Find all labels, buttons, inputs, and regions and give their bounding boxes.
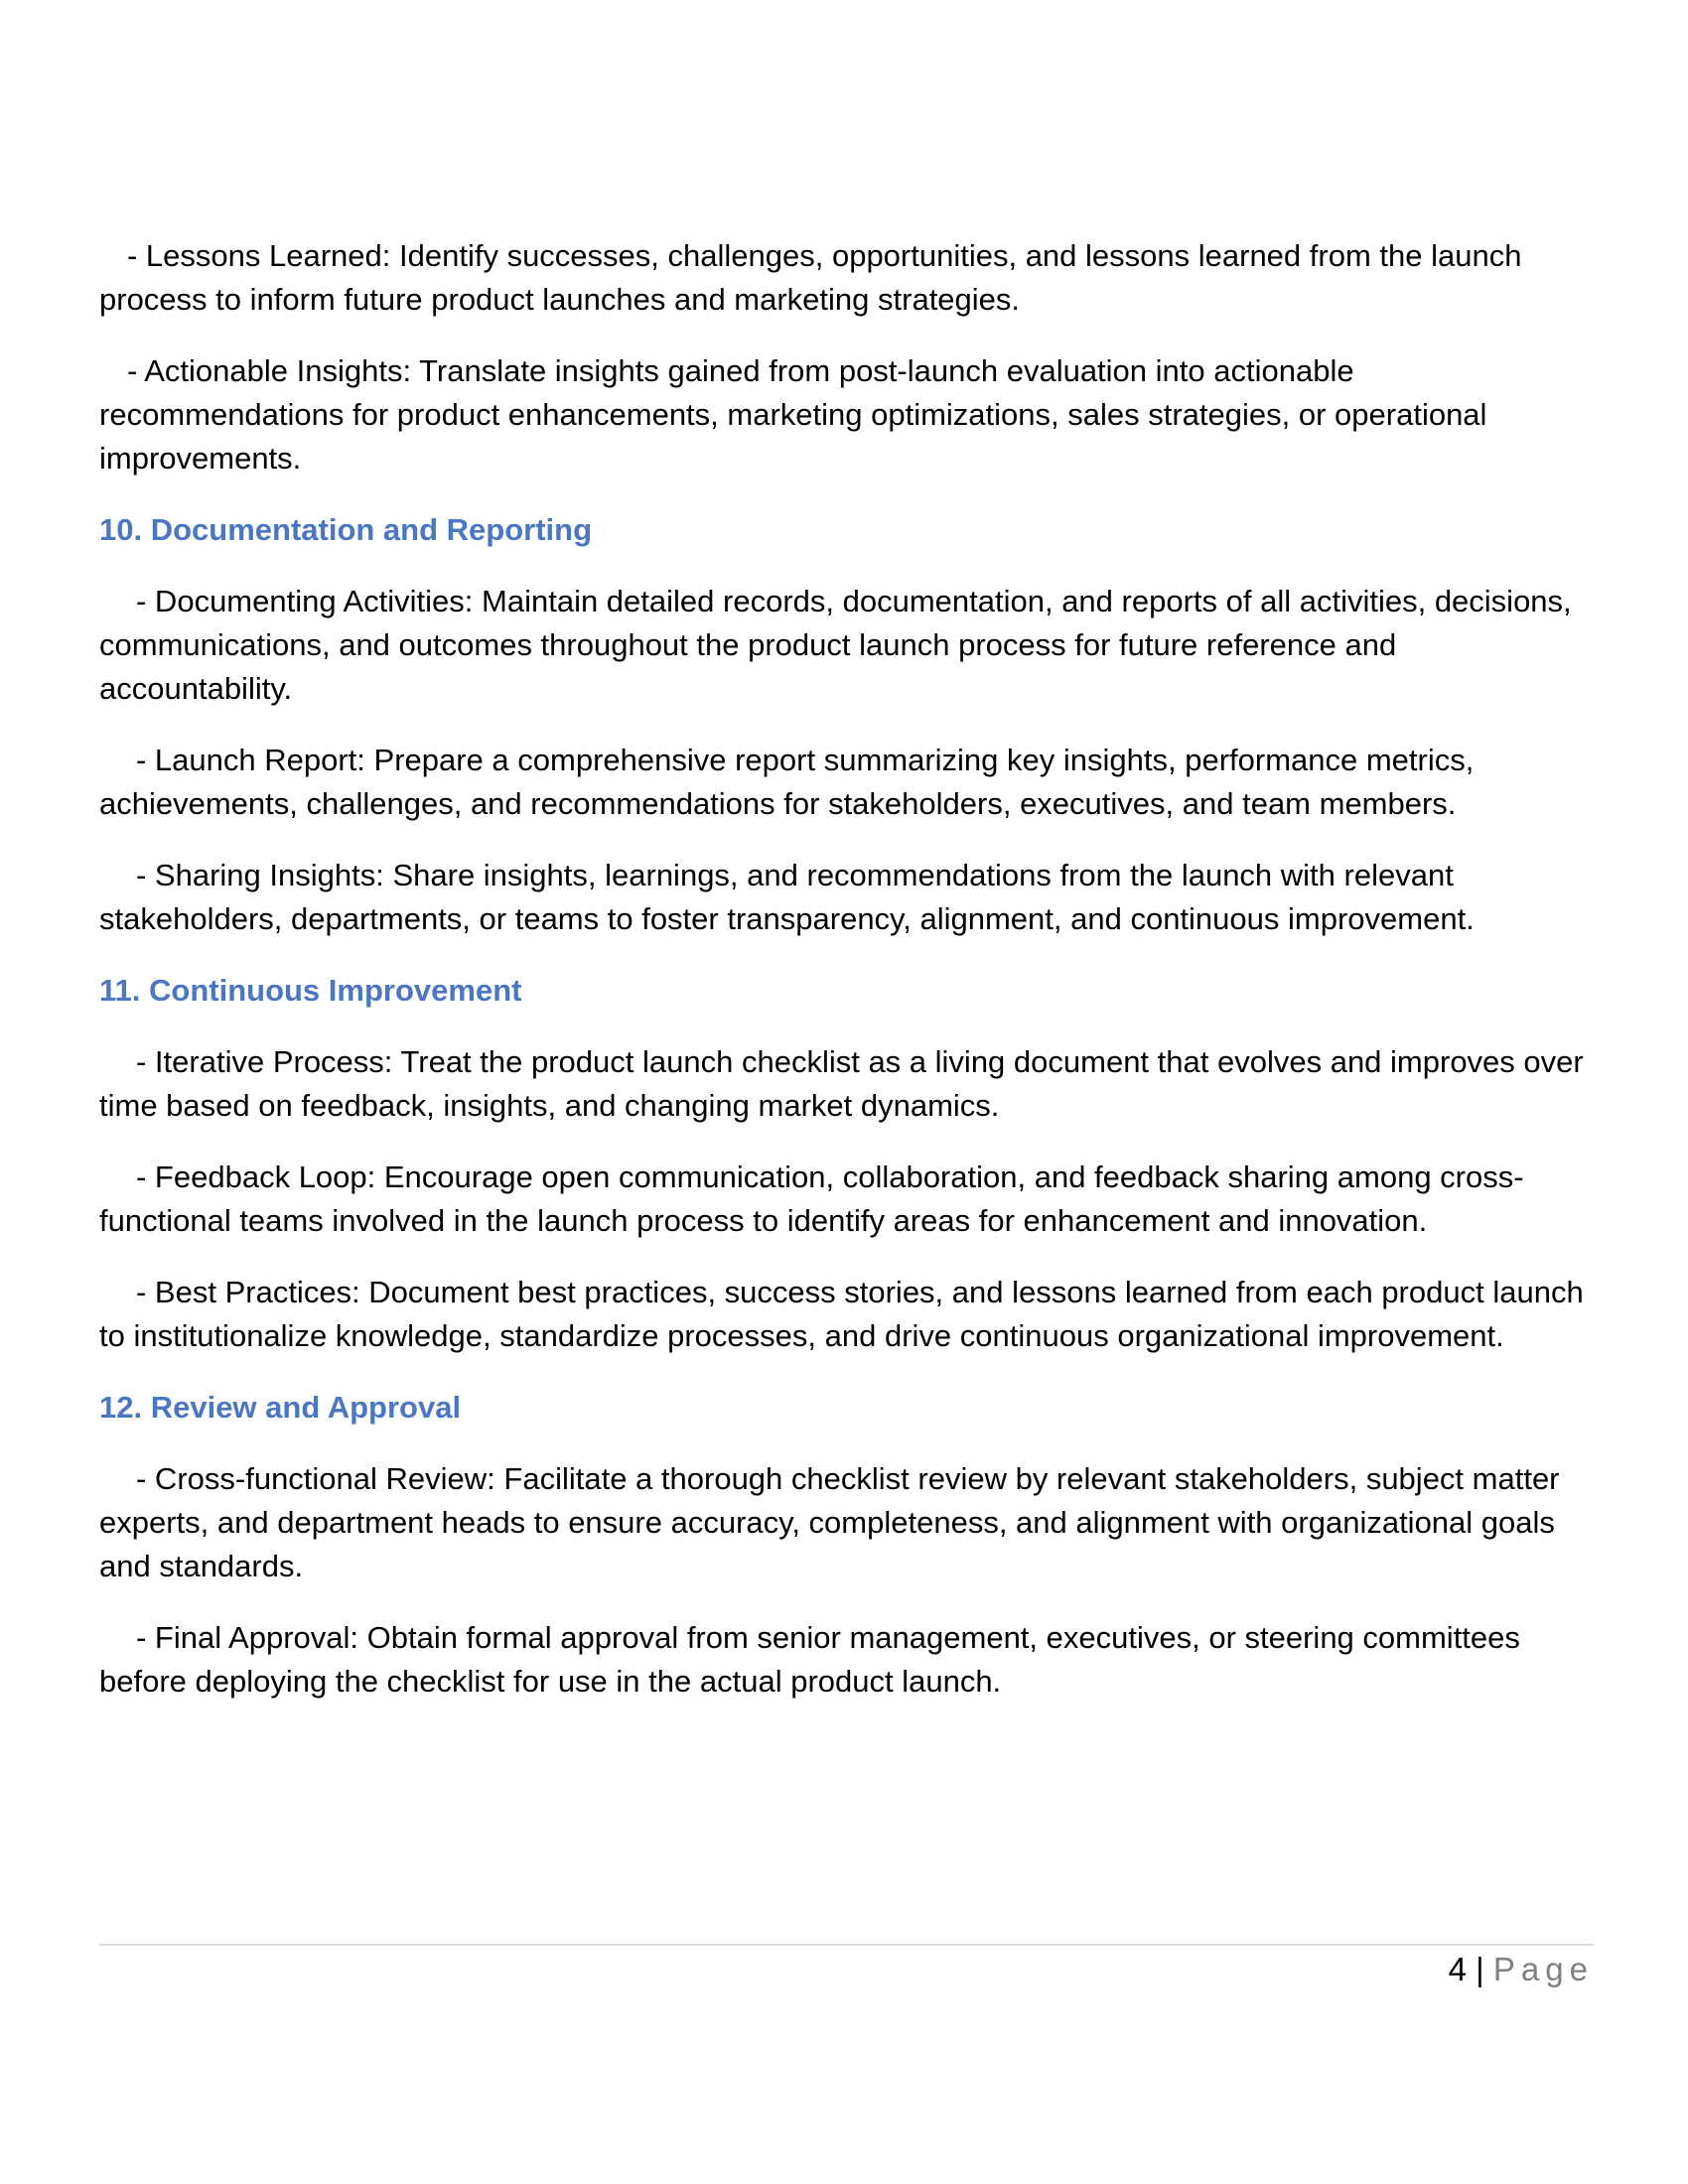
page-label: Page [1492, 1951, 1594, 1987]
paragraph-best-practices: - Best Practices: Document best practices, success stories, and lessons learned from each product launch to institutionalize knowledge, standardize processes, and drive continuous organizational improvement. [99, 1275, 1584, 1353]
page-number-footer [1449, 1948, 1594, 1991]
section-heading-continuous-improvement: 11. Continuous Improvement [99, 973, 522, 1008]
paragraph-feedback-loop: - Feedback Loop: Encourage open communication, collaboration, and feedback sharing among cross-functional teams involved in the launch process to identify areas for enhancement and innovation. [99, 1160, 1524, 1238]
paragraph-launch-report: - Launch Report: Prepare a comprehensive report summarizing key insights, performance metrics, achievements, challenges, and recommendations for stakeholders, executives, and team members. [99, 743, 1475, 821]
paragraph-actionable-insights: - Actionable Insights: Translate insights gained from post-launch evaluation into actionable recommendations for product enhancements, marketing optimizations, sales strategies, or operational improvements. [99, 353, 1487, 476]
section-heading-review-approval: 12. Review and Approval [99, 1390, 462, 1425]
paragraph-final-approval: - Final Approval: Obtain formal approval from senior management, executives, or steering committees before deploying the checklist for use in the actual product launch. [99, 1620, 1520, 1699]
page-number: 4 [1448, 1951, 1467, 1987]
paragraph-lessons-learned: - Lessons Learned: Identify successes, challenges, opportunities, and lessons learned from the launch process to inform future product launches and marketing strategies. [99, 238, 1522, 317]
page-content [99, 234, 1594, 1731]
paragraph-cross-functional-review: - Cross-functional Review: Facilitate a thorough checklist review by relevant stakeholders, subject matter experts, and department heads to ensure accuracy, completeness, and alignment with organizational goals and standards. [99, 1461, 1560, 1583]
page-separator: | [1467, 1951, 1493, 1987]
paragraph-iterative-process: - Iterative Process: Treat the product launch checklist as a living document that evolves and improves over time based on feedback, insights, and changing market dynamics. [99, 1044, 1584, 1123]
section-heading-documentation-reporting: 10. Documentation and Reporting [99, 512, 593, 547]
paragraph-sharing-insights: - Sharing Insights: Share insights, learnings, and recommendations from the launch with relevant stakeholders, departments, or teams to foster transparency, alignment, and continuous improvement. [99, 858, 1475, 936]
paragraph-documenting-activities: - Documenting Activities: Maintain detailed records, documentation, and reports of all activities, decisions, communications, and outcomes throughout the product launch process for future reference and accountability. [99, 584, 1572, 706]
footer-divider [99, 1944, 1594, 1946]
